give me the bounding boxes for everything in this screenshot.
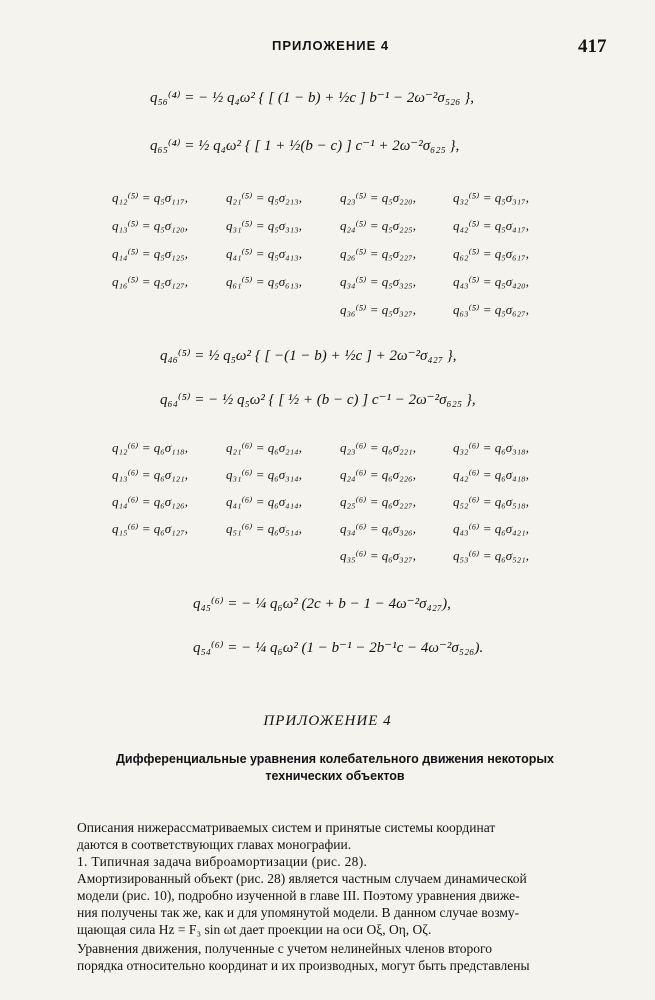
- text-line: даются в соответствующих главах монографии.: [77, 837, 352, 852]
- running-title: ПРИЛОЖЕНИЕ 4: [272, 38, 390, 53]
- table-cell: q₂₆⁽⁵⁾ = q₅σ₂₂₇,: [340, 246, 416, 261]
- text-line: ния получены так же, как и для упомянутой модели. В данном случае возму-: [77, 905, 520, 920]
- table-cell: q₁₄⁽⁵⁾ = q₅σ₁₂₅,: [112, 246, 188, 261]
- equation-q54-6: q₅₄⁽⁶⁾ = − ¼ q₆ω² (1 − b⁻¹ − 2b⁻¹c − 4ω⁻²σ₅₂₆).: [193, 640, 484, 656]
- table-cell: q₁₅⁽⁶⁾ = q₆σ₁₂₇,: [112, 521, 188, 536]
- table-cell: q₁₂⁽⁶⁾ = q₆σ₁₁₈,: [112, 440, 188, 455]
- table-cell: q₃₂⁽⁶⁾ = q₆σ₃₁₈,: [453, 440, 529, 455]
- text-line: Уравнения движения, полученные с учетом нелинейных членов второго: [77, 941, 492, 956]
- text-line: Амортизированный объект (рис. 28) является частным случаем динамической: [77, 871, 527, 886]
- table-cell: q₃₁⁽⁵⁾ = q₅σ₃₁₃,: [226, 218, 302, 233]
- table-cell: q₄₁⁽⁶⁾ = q₆σ₄₁₄,: [226, 494, 302, 509]
- table-cell: q₂₅⁽⁶⁾ = q₆σ₂₂₇,: [340, 494, 416, 509]
- text-line: щающая сила Hz = F₃ sin ωt дает проекции на оси Oξ, Oη, Oζ.: [77, 922, 432, 937]
- table-cell: q₂₁⁽⁶⁾ = q₆σ₂₁₄,: [226, 440, 302, 455]
- text-line: модели (рис. 10), подробно изученной в главе III. Поэтому уравнения движе-: [77, 888, 520, 903]
- equation-q64-5: q₆₄⁽⁵⁾ = − ½ q₅ω² { [ ½ + (b − c) ] c⁻¹ − 2ω⁻²σ₆₂₅ },: [160, 392, 476, 408]
- table-cell: q₂₃⁽⁵⁾ = q₅σ₂₂₀,: [340, 190, 416, 205]
- table-cell: q₃₅⁽⁶⁾ = q₆σ₃₂₇,: [340, 548, 416, 563]
- equation-q46-5: q₄₆⁽⁵⁾ = ½ q₅ω² { [ −(1 − b) + ½c ] + 2ω⁻²σ₄₂₇ },: [160, 348, 457, 364]
- table-cell: q₁₄⁽⁶⁾ = q₆σ₁₂₆,: [112, 494, 188, 509]
- table-cell: q₂₄⁽⁶⁾ = q₆σ₂₂₆,: [340, 467, 416, 482]
- table-cell: q₃₂⁽⁵⁾ = q₅σ₃₁₇,: [453, 190, 529, 205]
- table-cell: q₄₂⁽⁵⁾ = q₅σ₄₁₇,: [453, 218, 529, 233]
- table-cell: q₄₂⁽⁶⁾ = q₆σ₄₁₈,: [453, 467, 529, 482]
- section-subtitle-line: технических объектов: [265, 769, 405, 783]
- table-cell: q₆₁⁽⁵⁾ = q₅σ₆₁₃,: [226, 274, 302, 289]
- table-cell: q₄₁⁽⁵⁾ = q₅σ₄₁₃,: [226, 246, 302, 261]
- table-cell: q₂₃⁽⁶⁾ = q₆σ₂₂₁,: [340, 440, 416, 455]
- text-line: порядка относительно координат и их производных, могут быть представлены: [77, 958, 530, 973]
- table-cell: q₅₁⁽⁶⁾ = q₆σ₅₁₄,: [226, 521, 302, 536]
- table-cell: q₃₄⁽⁶⁾ = q₆σ₃₂₆,: [340, 521, 416, 536]
- table-cell: q₄₃⁽⁶⁾ = q₆σ₄₂₁,: [453, 521, 529, 536]
- text-line: 1. Типичная задача виброамортизации (рис. 28).: [77, 854, 368, 869]
- table-cell: q₆₂⁽⁵⁾ = q₅σ₆₁₇,: [453, 246, 529, 261]
- table-cell: q₃₆⁽⁵⁾ = q₅σ₃₂₇,: [340, 302, 416, 317]
- table-cell: q₅₃⁽⁶⁾ = q₆σ₅₂₁,: [453, 548, 529, 563]
- table-cell: q₁₆⁽⁵⁾ = q₅σ₁₂₇,: [112, 274, 188, 289]
- equation-q65-4: q₆₅⁽⁴⁾ = ½ q₄ω² { [ 1 + ½(b − c) ] c⁻¹ + 2ω⁻²σ₆₂₅ },: [150, 138, 460, 154]
- paragraph-equations-intro: [77, 940, 609, 974]
- table-cell: q₆₃⁽⁵⁾ = q₅σ₆₂₇,: [453, 302, 529, 317]
- table-cell: q₂₁⁽⁵⁾ = q₅σ₂₁₃,: [226, 190, 302, 205]
- table-cell: q₁₂⁽⁵⁾ = q₅σ₁₁₇,: [112, 190, 188, 205]
- table-cell: q₂₄⁽⁵⁾ = q₅σ₂₂₅,: [340, 218, 416, 233]
- paragraph-task-heading: [77, 853, 609, 870]
- equation-q56-4: q₅₆⁽⁴⁾ = − ½ q₄ω² { [ (1 − b) + ½c ] b⁻¹ − 2ω⁻²σ₅₂₆ },: [150, 90, 474, 106]
- table-cell: q₁₃⁽⁶⁾ = q₆σ₁₂₁,: [112, 467, 188, 482]
- table-cell: q₅₂⁽⁶⁾ = q₆σ₅₁₈,: [453, 494, 529, 509]
- section-title: ПРИЛОЖЕНИЕ 4: [263, 713, 392, 729]
- table-cell: q₁₃⁽⁵⁾ = q₅σ₁₂₀,: [112, 218, 188, 233]
- section-subtitle-line: Дифференциальные уравнения колебательного движения некоторых: [116, 752, 554, 766]
- equation-q45-6: q₄₅⁽⁶⁾ = − ¼ q₆ω² (2c + b − 1 − 4ω⁻²σ₄₂₇),: [193, 596, 451, 612]
- text-line: Описания нижерассматриваемых систем и принятые системы координат: [77, 820, 496, 835]
- paragraph-description: [77, 870, 609, 938]
- table-cell: q₃₁⁽⁶⁾ = q₆σ₃₁₄,: [226, 467, 302, 482]
- table-cell: q₄₃⁽⁵⁾ = q₅σ₄₂₀,: [453, 274, 529, 289]
- page-number: 417: [578, 36, 607, 57]
- section-subtitle: [50, 751, 620, 785]
- table-cell: q₃₄⁽⁵⁾ = q₅σ₃₂₅,: [340, 274, 416, 289]
- paragraph-intro: [77, 819, 609, 853]
